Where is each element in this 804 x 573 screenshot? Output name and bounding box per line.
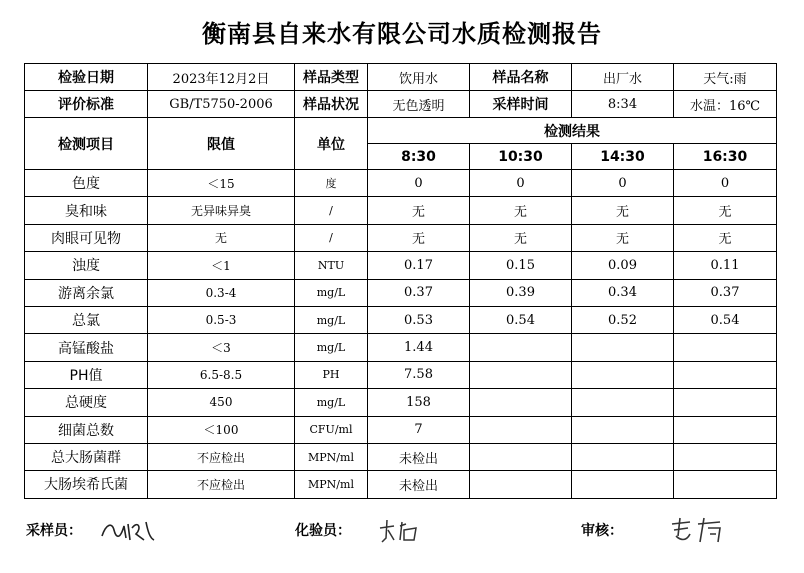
unit-value: mg/L — [295, 306, 368, 333]
limit-value: ＜3 — [148, 334, 295, 361]
result-value: 无 — [572, 224, 674, 251]
time-header: 8:30 — [368, 144, 470, 170]
limit-value: ＜1 — [148, 252, 295, 279]
result-value — [674, 389, 777, 416]
table-row — [25, 443, 777, 470]
table-row — [25, 306, 777, 333]
unit-value: mg/L — [295, 334, 368, 361]
result-value — [470, 361, 572, 388]
result-value — [674, 416, 777, 443]
result-value: 未检出 — [368, 443, 470, 470]
standard-value: GB/T5750-2006 — [148, 91, 295, 118]
result-value: 0 — [470, 170, 572, 197]
result-value: 7.58 — [368, 361, 470, 388]
item-name: 肉眼可见物 — [25, 224, 148, 251]
limit-value: 6.5-8.5 — [148, 361, 295, 388]
result-value: 无 — [470, 197, 572, 224]
result-value: 0.53 — [368, 306, 470, 333]
limit-value: 0.3-4 — [148, 279, 295, 306]
reviewer-signature-icon — [668, 514, 728, 546]
info-row-2 — [25, 91, 777, 118]
result-value: 0.17 — [368, 252, 470, 279]
water-temp: 水温：16℃ — [674, 91, 777, 118]
limit-value: 不应检出 — [148, 471, 295, 498]
time-header: 16:30 — [674, 144, 777, 170]
time-header: 14:30 — [572, 144, 674, 170]
limit-value: 无 — [148, 224, 295, 251]
item-name: 高锰酸盐 — [25, 334, 148, 361]
result-value: 0.15 — [470, 252, 572, 279]
item-name: 色度 — [25, 170, 148, 197]
unit-value: MPN/ml — [295, 471, 368, 498]
result-value — [470, 471, 572, 498]
table-row — [25, 279, 777, 306]
unit-value: / — [295, 224, 368, 251]
header-row-1 — [25, 118, 777, 144]
table-row — [25, 252, 777, 279]
unit-value: mg/L — [295, 389, 368, 416]
result-value — [674, 443, 777, 470]
results-header: 检测结果 — [368, 118, 777, 144]
result-value: 0 — [572, 170, 674, 197]
time-header: 10:30 — [470, 144, 572, 170]
report-table — [24, 63, 777, 499]
table-row — [25, 224, 777, 251]
result-value — [572, 389, 674, 416]
result-value — [470, 443, 572, 470]
result-value: 0.37 — [368, 279, 470, 306]
result-value — [470, 416, 572, 443]
item-name: 总大肠菌群 — [25, 443, 148, 470]
result-value: 无 — [674, 224, 777, 251]
result-value: 无 — [368, 224, 470, 251]
unit-value: NTU — [295, 252, 368, 279]
result-value: 0.52 — [572, 306, 674, 333]
unit-value: CFU/ml — [295, 416, 368, 443]
limit-value: ＜100 — [148, 416, 295, 443]
result-value: 0.54 — [470, 306, 572, 333]
item-name: 大肠埃希氏菌 — [25, 471, 148, 498]
weather: 天气:雨 — [674, 64, 777, 91]
sampler-signature-icon — [98, 514, 158, 546]
unit-value: mg/L — [295, 279, 368, 306]
sample-name-value: 出厂水 — [572, 64, 674, 91]
reviewer-label: 审核： — [581, 523, 623, 539]
result-value: 1.44 — [368, 334, 470, 361]
table-row — [25, 361, 777, 388]
item-name: 浊度 — [25, 252, 148, 279]
tester-signature-icon — [376, 514, 426, 546]
item-header: 检测项目 — [25, 118, 148, 170]
result-value — [674, 471, 777, 498]
limit-value: 0.5-3 — [148, 306, 295, 333]
result-value: 无 — [368, 197, 470, 224]
limit-value: 450 — [148, 389, 295, 416]
info-row-1 — [25, 64, 777, 91]
table-row — [25, 197, 777, 224]
sample-name-label: 样品名称 — [470, 64, 572, 91]
result-value — [470, 389, 572, 416]
date-label: 检验日期 — [25, 64, 148, 91]
item-name: 臭和味 — [25, 197, 148, 224]
item-name: 游离余氯 — [25, 279, 148, 306]
result-value: 0 — [674, 170, 777, 197]
result-value — [674, 361, 777, 388]
result-value: 7 — [368, 416, 470, 443]
result-value: 0.11 — [674, 252, 777, 279]
standard-label: 评价标准 — [25, 91, 148, 118]
sample-type-value: 饮用水 — [368, 64, 470, 91]
sampler-label: 采样员： — [26, 523, 82, 539]
result-value — [470, 334, 572, 361]
item-name: 总氯 — [25, 306, 148, 333]
result-value: 未检出 — [368, 471, 470, 498]
result-value — [572, 361, 674, 388]
result-value: 0.39 — [470, 279, 572, 306]
sample-status-value: 无色透明 — [368, 91, 470, 118]
result-value: 0.09 — [572, 252, 674, 279]
tester-label: 化验员： — [295, 523, 351, 539]
result-value: 0.37 — [674, 279, 777, 306]
result-value — [572, 471, 674, 498]
unit-value: / — [295, 197, 368, 224]
sampling-time-value: 8:34 — [572, 91, 674, 118]
item-name: 总硬度 — [25, 389, 148, 416]
table-row — [25, 389, 777, 416]
table-row — [25, 170, 777, 197]
result-value: 158 — [368, 389, 470, 416]
limit-value: 不应检出 — [148, 443, 295, 470]
unit-value: MPN/ml — [295, 443, 368, 470]
unit-value: 度 — [295, 170, 368, 197]
result-value: 0.34 — [572, 279, 674, 306]
result-value: 无 — [674, 197, 777, 224]
result-value — [572, 334, 674, 361]
signature-row — [0, 520, 804, 546]
limit-value: 无异味异臭 — [148, 197, 295, 224]
unit-header: 单位 — [295, 118, 368, 170]
sample-status-label: 样品状况 — [295, 91, 368, 118]
result-value: 无 — [572, 197, 674, 224]
report-title: 衡南县自来水有限公司水质检测报告 — [202, 20, 602, 48]
table-row — [25, 471, 777, 498]
result-value — [572, 443, 674, 470]
result-value — [674, 334, 777, 361]
date-value: 2023年12月2日 — [148, 64, 295, 91]
limit-value: ＜15 — [148, 170, 295, 197]
sampling-time-label: 采样时间 — [470, 91, 572, 118]
result-value: 0 — [368, 170, 470, 197]
table-row — [25, 416, 777, 443]
result-value: 无 — [470, 224, 572, 251]
result-value: 0.54 — [674, 306, 777, 333]
sample-type-label: 样品类型 — [295, 64, 368, 91]
limit-header: 限值 — [148, 118, 295, 170]
result-value — [572, 416, 674, 443]
item-name: PH值 — [25, 361, 148, 388]
unit-value: PH — [295, 361, 368, 388]
item-name: 细菌总数 — [25, 416, 148, 443]
table-row — [25, 334, 777, 361]
